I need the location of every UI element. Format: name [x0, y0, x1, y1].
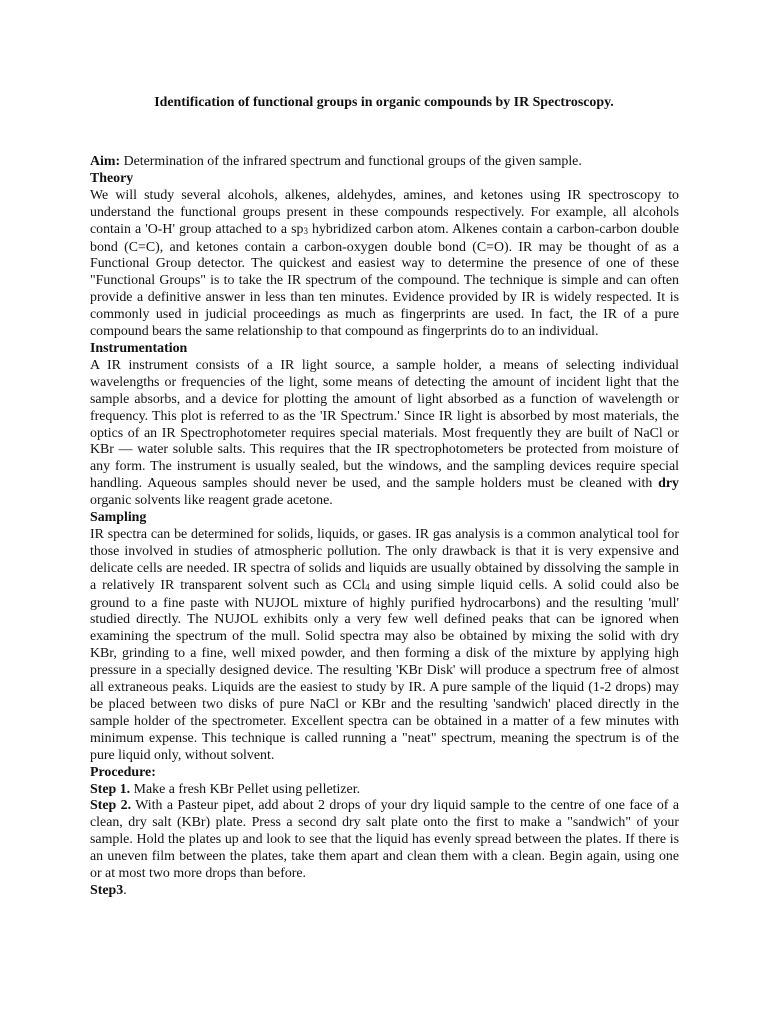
- theory-paragraph: [90, 188, 679, 341]
- dry-emphasis: dry: [658, 476, 679, 492]
- document-title: Identification of functional groups in organic compounds by IR Spectroscopy.: [154, 95, 614, 110]
- sampling-text-part2: and using simple liquid cells. A solid could also be ground to a fine paste with NUJOL mixture of highly purified hydrocarbons) and the resulting 'mull' studied directly. The NUJOL exhibits only a very few well defined peaks that can be ignored when examining the spectrum of the mull. Solid spectra may also be obtained by mixing the solid with dry KBr, grinding to a fine, well mixed powder, and then forming a disk of the mixture by applying high pressure in a specially designed device. The resulting 'KBr Disk' will produce a spectrum free of almost all extraneous peaks. Liquids are the easiest to study by IR. A pure sample of the liquid (1-2 drops) may be placed between two disks of pure NaCl or KBr and the resulting 'sandwich' placed directly in the sample holder of the spectrometer. Excellent spectra can be obtained in a matter of a few minutes with minimum expense. This technique is called running a "neat" spectrum, meaning the spectrum is of the pure liquid only, without solvent.: [90, 577, 679, 763]
- step-2-label: Step 2.: [90, 798, 132, 814]
- step-1-text: Make a fresh KBr Pellet using pelletizer.: [130, 781, 361, 797]
- instrumentation-text-part2: organic solvents like reagent grade acetone.: [90, 493, 333, 509]
- theory-text-part2: hybridized carbon atom. Alkenes contain a carbon-carbon double bond (C=C), and ketones contain a carbon-oxygen double bond (C=O). IR may be thought of as a Functional Group detector. The quickest and easiest way to determine the presence of one of these "Functional Groups" is to take the IR spectrum of the compound. The technique is simple and can often provide a definitive answer in less than ten minutes. Evidence provided by IR is widely respected. It is commonly used in judicial proceedings as much as fingerprints are used. In fact, the IR of a pure compound bears the same relationship to that compound as fingerprints do to an individual.: [90, 221, 679, 340]
- sp3-subscript: 3: [303, 225, 308, 236]
- step-3-text: .: [123, 882, 127, 898]
- theory-heading: Theory: [90, 170, 134, 186]
- sampling-text-part1: IR spectra can be determined for solids, liquids, or gases. IR gas analysis is a common analytical tool for those involved in studies of atmospheric pollution. The only drawback is that it is very expensive and delicate cells are needed. IR spectra of solids and liquids are usually obtained by dissolving the sample in a relatively IR transparent solvent such as CCl: [90, 526, 679, 593]
- aim-text: Determination of the infrared spectrum and functional groups of the given sample.: [120, 154, 582, 169]
- step-3-label: Step3: [90, 882, 124, 898]
- sampling-heading: Sampling: [90, 510, 147, 526]
- procedure-step-1: [90, 782, 679, 799]
- document-body: [90, 154, 679, 900]
- procedure-step-2: [90, 798, 679, 883]
- sampling-paragraph: [90, 527, 679, 765]
- instrumentation-heading: Instrumentation: [90, 340, 188, 356]
- step-2-text: With a Pasteur pipet, add about 2 drops of your dry liquid sample to the centre of one face of a clean, dry salt (KBr) plate. Press a second dry salt plate onto the first to make a "sandwich" of your sample. Hold the plates up and look to see that the liquid has evenly spread between the plates. If there is an uneven film between the plates, take them apart and clean them with a clean. Begin again, using one or at most two more drops than before.: [90, 798, 679, 882]
- instrumentation-paragraph: [90, 358, 679, 510]
- step-1-label: Step 1.: [90, 781, 131, 797]
- ccl4-subscript: 4: [365, 581, 370, 592]
- theory-text-part1: We will study several alcohols, alkenes, aldehydes, amines, and ketones using IR spectroscopy to understand the functional groups present in these compounds respectively. For example, all alcohols contain a 'O-H' group attached to a sp: [90, 187, 679, 237]
- procedure-step-3: [90, 883, 679, 900]
- instrumentation-text-part1: A IR instrument consists of a IR light source, a sample holder, a means of selecting individual wavelengths or frequencies of the light, some means of detecting the amount of incident light that the sample absorbs, and a device for plotting the amount of light absorbed as a function of wavelength or frequency. This plot is referred to as the 'IR Spectrum.' Since IR light is absorbed by most materials, the optics of an IR Spectrophotometer requires special materials. Most frequently they are built of NaCl or KBr — water soluble salts. This requires that the IR spectrophotometers be protected from moisture of any form. The instrument is usually sealed, but the windows, and the sampling devices require special handling. Aqueous samples should never be used, and the sample holders must be cleaned with: [90, 357, 679, 492]
- procedure-heading: Procedure:: [90, 764, 156, 780]
- aim-label: Aim:: [90, 154, 121, 169]
- aim-paragraph: [90, 154, 679, 171]
